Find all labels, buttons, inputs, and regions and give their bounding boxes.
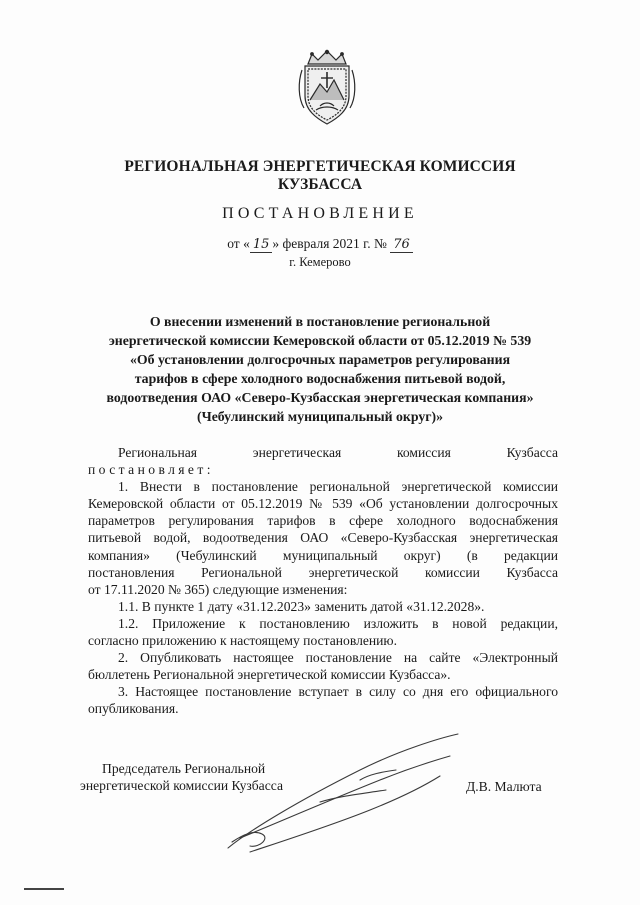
intro-word: энергетическая — [252, 445, 342, 460]
item-1-line: 1. Внести в постановление региональной энергетической комиссии — [118, 479, 558, 495]
coat-of-arms-emblem — [294, 48, 360, 128]
intro-verb: постановляет: — [88, 462, 214, 478]
date-rest: » февраля 2021 г. № — [272, 236, 387, 251]
item-1-2-line: 1.2. Приложение к постановлению изложить в новой редакции, — [118, 615, 558, 631]
intro-word: Региональная — [118, 445, 198, 460]
document-number-handwritten: 76 — [390, 238, 413, 253]
item-1-line: Кемеровской области от 05.12.2019 № 539 «Об установлении долгосрочных — [88, 496, 558, 512]
document-body — [88, 444, 558, 718]
item-2 — [88, 649, 558, 683]
item-1-line: параметров регулирования тарифов в сфере холодного водоснабжения — [88, 513, 558, 529]
subject-line: О внесении изменений в постановление региональной — [149, 314, 491, 329]
agency-name — [80, 158, 560, 194]
margin-mark — [24, 888, 64, 890]
signatory-title-line1: Председатель Региональной — [102, 761, 266, 776]
item-1-line: питьевой водой, водоотведения ОАО «Северо-Кузбасская энергетическая — [88, 530, 558, 546]
document-city: г. Кемерово — [289, 255, 351, 269]
date-day-handwritten: 15 — [250, 238, 273, 253]
item-3-line: 3. Настоящее постановление вступает в силу со дня его официального — [118, 684, 558, 700]
document-date-number — [80, 236, 560, 253]
intro-word: Кузбасса — [506, 445, 558, 460]
document-subject — [80, 312, 560, 426]
item-1-line: компания» (Чебулинский муниципальный округ) (в редакции — [88, 547, 558, 563]
subject-line: (Чебулинский муниципальный округ)» — [196, 409, 444, 424]
intro-paragraph — [88, 444, 558, 478]
subject-line: «Об установлении долгосрочных параметров регулирования — [129, 352, 511, 367]
subject-line: водоотведения ОАО «Северо-Кузбасская энергетическая компания» — [106, 390, 534, 405]
item-1-2-line: согласно приложению к настоящему постановлению. — [88, 633, 397, 649]
item-1-2 — [88, 615, 558, 649]
signatory-name: Д.В. Малюта — [466, 779, 542, 794]
item-1-line: от 17.11.2020 № 365) следующие изменения: — [88, 581, 348, 597]
date-prefix: от « — [227, 236, 250, 251]
agency-name-line1: РЕГИОНАЛЬНАЯ ЭНЕРГЕТИЧЕСКАЯ КОМИССИЯ — [124, 158, 516, 175]
item-2-line: бюллетень Региональной энергетической комиссии Кузбасса». — [88, 667, 451, 683]
agency-name-line2: КУЗБАССА — [277, 176, 363, 193]
item-1-1: 1.1. В пункте 1 дату «31.12.2023» заменить датой «31.12.2028». — [118, 598, 485, 614]
handwritten-signature — [210, 730, 470, 860]
item-1 — [88, 478, 558, 598]
item-1-line: постановления Региональной энергетической комиссии Кузбасса — [88, 564, 558, 580]
item-2-line: 2. Опубликовать настоящее постановление на сайте «Электронный — [118, 650, 558, 666]
item-3 — [88, 683, 558, 717]
signatory-title-line2: энергетической комиссии Кузбасса — [80, 778, 283, 794]
subject-line: тарифов в сфере холодного водоснабжения питьевой водой, — [134, 371, 506, 386]
intro-word: комиссия — [396, 445, 451, 460]
item-3-line: опубликования. — [88, 701, 179, 717]
intro-line — [88, 444, 558, 461]
document-type-title: ПОСТАНОВЛЕНИЕ — [222, 205, 418, 222]
subject-line: энергетической комиссии Кемеровской области от 05.12.2019 № 539 — [108, 333, 532, 348]
